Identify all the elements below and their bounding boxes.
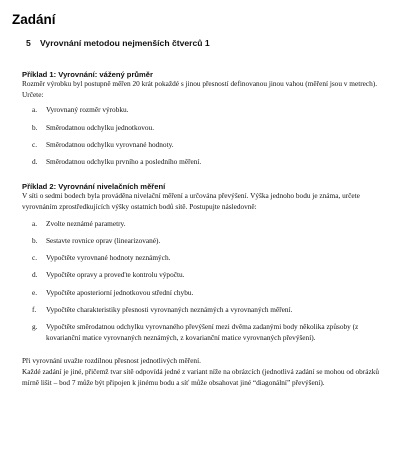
example1-item-b (32, 123, 388, 134)
item-label: c. (32, 140, 38, 149)
item-label: c. (32, 253, 38, 262)
item-label: d. (32, 270, 38, 279)
item-text: Směrodatnou odchylku vyrovnané hodnoty. (46, 140, 174, 149)
item-text: Směrodatnou odchylku jednotkovou. (46, 123, 155, 132)
example2-item-d (32, 270, 388, 281)
assignment-page (18, 32, 402, 447)
item-text: Vypočtěte charakteristiky přesnosti vyrovnaných neznámých a vyrovnaných měření. (46, 305, 293, 314)
item-label: b. (32, 236, 38, 245)
item-label: e. (32, 288, 38, 297)
example1-item-d (32, 157, 388, 168)
example2-text: V síti o sedmi bodech byla prováděna nivelační měření a určována převýšení. Výška jednoho bodu je známa, určete vyrovnáním zprostředkujících výšky ostatních bodů sítě. Postupujte následovně: (22, 191, 360, 211)
example2-item-f (32, 305, 388, 316)
example1-item-a (32, 105, 388, 116)
item-label: d. (32, 157, 38, 166)
item-text: Vypočtěte opravy a proveďte kontrolu výpočtu. (46, 270, 185, 279)
example2-note-precision: Při vyrovnání uvažte rozdílnou přesnost jednotlivých měření. (22, 356, 201, 365)
item-text: Zvolte neznámé parametry. (46, 219, 126, 228)
example2-item-e (32, 288, 388, 299)
item-text: Sestavte rovnice oprav (linearizované). (46, 236, 161, 245)
item-label: g. (32, 322, 38, 331)
example1-text: Rozměr výrobku byl postupně měřen 20 krát pokaždé s jinou přesností definovanou jinou vahou (měření jsou v metrech). Určete: (22, 79, 378, 99)
section-number: 5 (26, 38, 31, 48)
example1-item-c (32, 140, 388, 151)
item-text: Vyrovnaný rozměr výrobku. (46, 105, 129, 114)
section-title: Vyrovnání metodou nejmenších čtverců 1 (40, 38, 210, 48)
item-label: f. (32, 305, 37, 314)
example2-note-variants: Každé zadání je jiné, přičemž tvar sítě odpovídá jedné z variant níže na obrázcích (jednotlivá zadání se mohou od obrázků mírně lišit – bod 7 může být připojen k jinému bodu a síť může obsahovat jiné “diagonální” převýšení). (22, 367, 379, 387)
section-heading (26, 38, 210, 48)
example2-item-a (32, 219, 388, 230)
item-label: b. (32, 123, 38, 132)
item-text: Vypočtěte aposteriorní jednotkovou střední chybu. (46, 288, 194, 297)
item-text: Vypočtěte vyrovnané hodnoty neznámých. (46, 253, 171, 262)
item-label: a. (32, 105, 38, 114)
item-label: a. (32, 219, 38, 228)
item-text: Směrodatnou odchylku prvního a posledního měření. (46, 157, 202, 166)
example2-item-b (32, 236, 388, 247)
example2-title: Příklad 2: Vyrovnání nivelačních měření (22, 182, 166, 191)
example2-item-g (32, 322, 388, 343)
item-text: Vypočtěte směrodatnou odchylku vyrovnaného převýšení mezi dvěma zadanými body několika způsoby (z kovarianční matice vyrovnaných neznámých, z kovarianční matice vyrovnaných převýšení). (46, 322, 359, 342)
example2-item-c (32, 253, 388, 264)
example1-title: Příklad 1: Vyrovnání: vážený průměr (22, 70, 153, 79)
header-title: Zadání (12, 12, 56, 27)
